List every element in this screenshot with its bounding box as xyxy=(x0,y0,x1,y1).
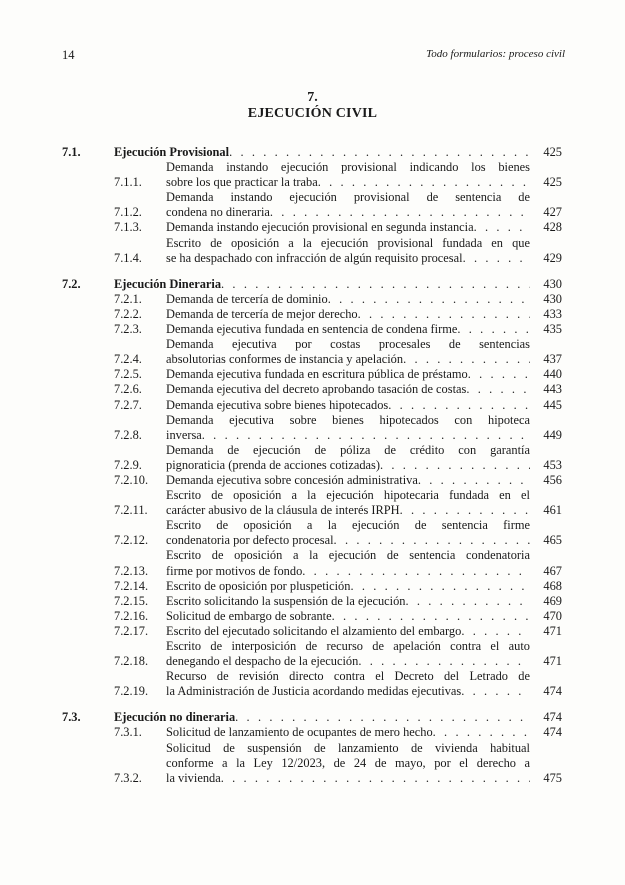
entry-title-last-line xyxy=(166,684,530,699)
entry-title xyxy=(166,443,530,473)
entry-title xyxy=(166,367,530,382)
toc-entry xyxy=(62,292,562,307)
dot-leader xyxy=(461,684,530,699)
entry-number: 7.2.12. xyxy=(114,533,149,548)
dot-leader xyxy=(328,292,530,307)
entry-title-text: Demanda ejecutiva sobre bienes hipotecados xyxy=(166,397,389,412)
dot-leader xyxy=(418,473,530,488)
entry-title-last-line xyxy=(166,205,530,220)
entry-title xyxy=(166,609,530,624)
entry-title-text: Solicitud de lanzamiento de ocupantes de mero hecho xyxy=(166,725,433,740)
entry-title xyxy=(166,292,530,307)
dot-leader xyxy=(221,277,530,292)
entry-title xyxy=(166,669,530,699)
toc-entry xyxy=(62,741,562,786)
entry-title-line: Escrito de interposición de recurso de apelación contra el auto xyxy=(166,639,530,653)
dot-leader xyxy=(457,322,530,337)
toc-entry xyxy=(62,609,562,624)
entry-title-last-line xyxy=(166,367,530,382)
dot-leader xyxy=(403,352,530,367)
entry-title-last-line xyxy=(166,251,530,266)
section-page: 474 xyxy=(543,710,562,725)
toc-entry xyxy=(62,236,562,266)
entry-title-text: condena no dineraria xyxy=(166,205,270,220)
entry-title xyxy=(166,413,530,443)
entry-title-line: Demanda instando ejecución provisional de sentencia de xyxy=(166,190,530,205)
toc-entry xyxy=(62,669,562,699)
entry-title xyxy=(166,488,530,518)
entry-title xyxy=(166,741,530,786)
entry-page: 430 xyxy=(543,291,562,306)
entry-title-last-line xyxy=(166,579,530,594)
entry-title-last-line xyxy=(166,594,530,609)
entry-title xyxy=(166,473,530,488)
entry-title-last-line xyxy=(166,175,530,190)
entry-title-text: sobre los que practicar la traba xyxy=(166,175,318,190)
entry-title-last-line xyxy=(166,564,530,579)
entry-title xyxy=(166,220,530,235)
entry-title-text: la vivienda xyxy=(166,770,221,785)
dot-leader xyxy=(270,205,530,220)
toc-entry xyxy=(62,594,562,609)
entry-title-line: Recurso de revisión directo contra el Decreto del Letrado de xyxy=(166,669,530,684)
entry-number: 7.2.16. xyxy=(114,608,149,623)
entry-title-last-line xyxy=(166,771,530,786)
entry-title-line: Escrito de oposición a la ejecución hipotecaria fundada en el xyxy=(166,488,530,503)
entry-title-last-line xyxy=(166,503,530,518)
entry-page: 465 xyxy=(543,533,562,548)
toc-entry xyxy=(62,398,562,413)
entry-page: 449 xyxy=(543,427,562,442)
running-title: Todo formularios: proceso civil xyxy=(426,48,565,60)
entry-title-last-line xyxy=(166,458,530,473)
section-number: 7.2. xyxy=(62,276,81,291)
entry-number: 7.3.1. xyxy=(114,725,142,740)
entry-page: 453 xyxy=(543,457,562,472)
entry-title-text: Demanda de tercería de dominio xyxy=(166,291,328,306)
chapter-title: EJECUCIÓN CIVIL xyxy=(247,106,378,121)
entry-title-line: Demanda ejecutiva por costas procesales de sentencias xyxy=(166,337,530,352)
entry-title-text: Escrito solicitando la suspensión de la ejecución xyxy=(166,593,406,608)
entry-title-line: Escrito de oposición a la ejecución de sentencia firme xyxy=(166,518,530,533)
entry-page: 435 xyxy=(543,322,562,337)
toc-entry xyxy=(62,488,562,518)
entry-title-line: Escrito de oposición a la ejecución provisional fundada en que xyxy=(166,235,530,250)
entry-page: 427 xyxy=(543,205,562,220)
toc-entry xyxy=(62,639,562,669)
dot-leader xyxy=(334,533,530,548)
entry-title xyxy=(166,307,530,322)
dot-leader xyxy=(466,382,530,397)
entry-number: 7.2.8. xyxy=(114,427,142,442)
section-number: 7.3. xyxy=(62,710,81,725)
entry-number: 7.2.4. xyxy=(114,352,142,367)
entry-title-last-line xyxy=(166,609,530,624)
page-number: 14 xyxy=(62,48,75,62)
entry-title-last-line xyxy=(166,624,530,639)
entry-page: 474 xyxy=(543,684,562,699)
toc-entry xyxy=(62,548,562,578)
entry-title xyxy=(166,190,530,220)
entry-title-last-line xyxy=(166,292,530,307)
dot-leader xyxy=(202,428,530,443)
toc-entry xyxy=(62,220,562,235)
dot-leader xyxy=(468,367,530,382)
entry-page: 469 xyxy=(543,593,562,608)
toc-entry xyxy=(62,190,562,220)
entry-title xyxy=(166,548,530,578)
entry-number: 7.2.14. xyxy=(114,578,149,593)
entry-title-text: Demanda ejecutiva sobre concesión administrativa xyxy=(166,472,418,487)
entry-page: 445 xyxy=(543,397,562,412)
entry-title-text: absolutorias conformes de instancia y apelación xyxy=(166,352,404,367)
entry-page: 471 xyxy=(543,654,562,669)
entry-number: 7.1.1. xyxy=(114,175,142,190)
section-title-line xyxy=(114,710,530,725)
toc-entry xyxy=(62,367,562,382)
chapter-number: 7. xyxy=(307,90,318,105)
entry-page: 470 xyxy=(543,608,562,623)
section-title-line xyxy=(114,145,530,160)
entry-title-last-line xyxy=(166,382,530,397)
entry-page: 425 xyxy=(543,175,562,190)
dot-leader xyxy=(221,771,530,786)
toc-entry xyxy=(62,579,562,594)
entry-title-last-line xyxy=(166,533,530,548)
entry-title-last-line xyxy=(166,725,530,740)
entry-title-text: Solicitud de embargo de sobrante xyxy=(166,608,332,623)
table-of-contents xyxy=(62,145,562,797)
entry-title-last-line xyxy=(166,352,530,367)
entry-title xyxy=(166,594,530,609)
dot-leader xyxy=(380,458,530,473)
entry-title-text: Escrito del ejecutado solicitando el alzamiento del embargo xyxy=(166,623,462,638)
entry-title-line: conforme a la Ley 12/2023, de 24 de mayo, por el derecho a xyxy=(166,755,530,770)
dot-leader xyxy=(461,624,530,639)
section-heading xyxy=(62,710,562,725)
entry-title-line: Escrito de oposición a la ejecución de sentencia condenatoria xyxy=(166,548,530,563)
section-heading xyxy=(62,145,562,160)
entry-number: 7.2.10. xyxy=(114,472,149,487)
entry-title-last-line xyxy=(166,428,530,443)
entry-title-text: Demanda ejecutiva fundada en escritura pública de préstamo xyxy=(166,367,468,382)
entry-title-text: Demanda ejecutiva fundada en sentencia de condena firme xyxy=(166,322,458,337)
entry-number: 7.2.3. xyxy=(114,322,142,337)
entry-page: 461 xyxy=(543,503,562,518)
entry-number: 7.2.6. xyxy=(114,382,142,397)
entry-title-text: denegando el despacho de la ejecución xyxy=(166,654,359,669)
entry-page: 428 xyxy=(543,220,562,235)
entry-title-text: Demanda instando ejecución provisional en segunda instancia xyxy=(166,220,474,235)
entry-number: 7.2.17. xyxy=(114,623,149,638)
entry-title-line: Demanda instando ejecución provisional indicando los bienes xyxy=(166,160,530,175)
entry-title-text: Demanda ejecutiva del decreto aprobando tasación de costas xyxy=(166,382,467,397)
dot-leader xyxy=(318,175,530,190)
entry-title-last-line xyxy=(166,654,530,669)
entry-number: 7.2.9. xyxy=(114,457,142,472)
entry-page: 456 xyxy=(543,472,562,487)
entry-title-last-line xyxy=(166,473,530,488)
dot-leader xyxy=(302,564,530,579)
entry-title-line: Demanda de ejecución de póliza de crédito con garantía xyxy=(166,442,530,457)
entry-title xyxy=(166,322,530,337)
entry-title xyxy=(166,337,530,367)
entry-title xyxy=(166,579,530,594)
dot-leader xyxy=(235,710,530,725)
entry-number: 7.2.2. xyxy=(114,306,142,321)
section-page: 430 xyxy=(543,276,562,291)
entry-title xyxy=(166,518,530,548)
entry-number: 7.2.7. xyxy=(114,397,142,412)
entry-title xyxy=(166,236,530,266)
toc-entry xyxy=(62,725,562,740)
section-page: 425 xyxy=(543,145,562,159)
entry-page: 474 xyxy=(543,725,562,740)
toc-entry xyxy=(62,518,562,548)
entry-number: 7.2.15. xyxy=(114,593,149,608)
entry-page: 468 xyxy=(543,578,562,593)
entry-title xyxy=(166,624,530,639)
dot-leader xyxy=(388,398,530,413)
entry-title-text: la Administración de Justicia acordando medidas ejecutivas xyxy=(166,684,462,699)
entry-number: 7.2.11. xyxy=(114,503,148,518)
toc-section xyxy=(62,277,562,700)
entry-title xyxy=(166,382,530,397)
entry-title-text: Demanda de tercería de mejor derecho xyxy=(166,306,358,321)
entry-title-text: Escrito de oposición por pluspetición xyxy=(166,578,351,593)
dot-leader xyxy=(463,251,530,266)
dot-leader xyxy=(474,220,530,235)
section-title: Ejecución Dineraria xyxy=(114,276,222,291)
entry-title-text: carácter abusivo de la cláusula de interés IRPH xyxy=(166,503,400,518)
entry-title-line: Solicitud de suspensión de lanzamiento de vivienda habitual xyxy=(166,740,530,755)
toc-entry xyxy=(62,443,562,473)
dot-leader xyxy=(350,579,530,594)
entry-number: 7.1.2. xyxy=(114,205,142,220)
entry-page: 475 xyxy=(543,770,562,785)
dot-leader xyxy=(400,503,530,518)
dot-leader xyxy=(332,609,530,624)
entry-number: 7.2.18. xyxy=(114,654,149,669)
entry-page: 471 xyxy=(543,623,562,638)
toc-section xyxy=(62,145,562,266)
entry-page: 443 xyxy=(543,382,562,397)
dot-leader xyxy=(229,145,530,160)
section-title: Ejecución no dineraria xyxy=(114,710,236,725)
entry-title-last-line xyxy=(166,322,530,337)
entry-title-text: se ha despachado con infracción de algún requisito procesal xyxy=(166,250,463,265)
toc-section xyxy=(62,710,562,785)
toc-entry xyxy=(62,160,562,190)
toc-entry xyxy=(62,624,562,639)
entry-title-text: pignoraticia (prenda de acciones cotizadas) xyxy=(166,457,380,472)
toc-entry xyxy=(62,382,562,397)
entry-title-text: condenatoria por defecto procesal xyxy=(166,533,334,548)
entry-title xyxy=(166,398,530,413)
section-heading xyxy=(62,277,562,292)
page-header xyxy=(62,48,565,64)
entry-title-line: Demanda ejecutiva sobre bienes hipotecados con hipoteca xyxy=(166,412,530,427)
entry-page: 429 xyxy=(543,250,562,265)
entry-title xyxy=(166,639,530,669)
entry-title-last-line xyxy=(166,398,530,413)
toc-entry xyxy=(62,473,562,488)
toc-entry xyxy=(62,307,562,322)
entry-number: 7.1.4. xyxy=(114,250,142,265)
toc-entry xyxy=(62,322,562,337)
entry-number: 7.3.2. xyxy=(114,770,142,785)
section-number: 7.1. xyxy=(62,145,81,159)
dot-leader xyxy=(358,654,530,669)
toc-entry xyxy=(62,413,562,443)
entry-title-last-line xyxy=(166,307,530,322)
dot-leader xyxy=(358,307,530,322)
entry-page: 433 xyxy=(543,306,562,321)
entry-number: 7.2.1. xyxy=(114,291,142,306)
entry-title-text: inversa xyxy=(166,427,202,442)
entry-number: 7.2.5. xyxy=(114,367,142,382)
entry-number: 7.2.13. xyxy=(114,563,149,578)
section-title: Ejecución Provisional xyxy=(114,145,230,159)
entry-title-text: firme por motivos de fondo xyxy=(166,563,303,578)
entry-page: 467 xyxy=(543,563,562,578)
entry-page: 440 xyxy=(543,367,562,382)
entry-title xyxy=(166,160,530,190)
entry-title xyxy=(166,725,530,740)
dot-leader xyxy=(433,725,530,740)
toc-entry xyxy=(62,337,562,367)
section-title-line xyxy=(114,277,530,292)
entry-number: 7.2.19. xyxy=(114,684,149,699)
entry-title-last-line xyxy=(166,220,530,235)
dot-leader xyxy=(406,594,531,609)
entry-page: 437 xyxy=(543,352,562,367)
entry-number: 7.1.3. xyxy=(114,220,142,235)
